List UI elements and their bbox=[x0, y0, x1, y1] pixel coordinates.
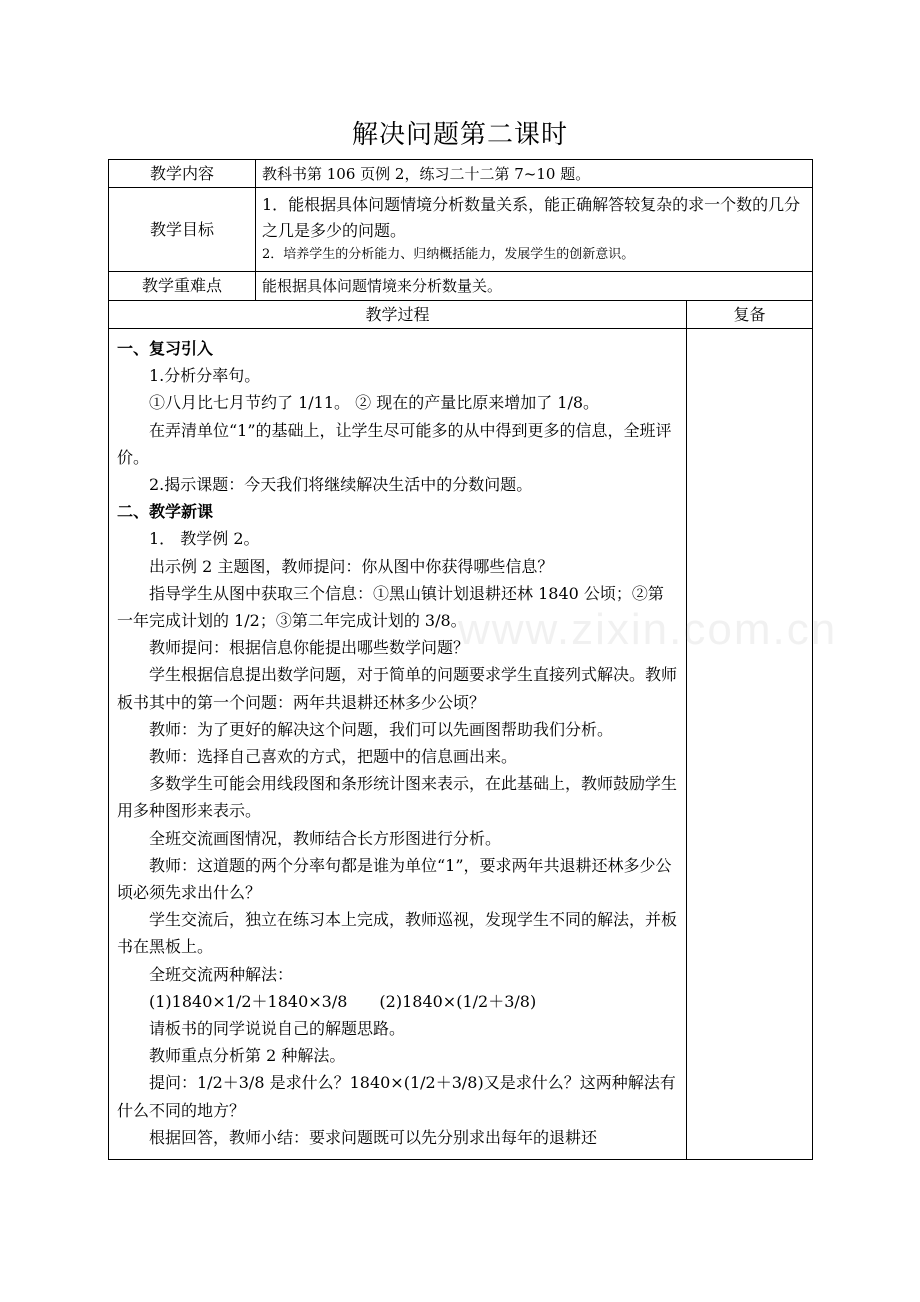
header-review: 复备 bbox=[687, 301, 813, 329]
process-paragraph: 教师：这道题的两个分率句都是谁为单位“1”，要求两年共退耕还林多少公顷必须先求出什么？ bbox=[117, 855, 672, 903]
page-title: 解决问题第二课时 bbox=[351, 120, 568, 150]
process-paragraph: ①八月比七月节约了 1/11。 ② 现在的产量比原来增加了 1/8。 bbox=[149, 393, 600, 413]
formula-line: (1)1840×1/2＋1840×3/8 (2)1840×(1/2＋3/8) bbox=[149, 991, 537, 1011]
process-paragraph: 提问：1/2＋3/8 是求什么？1840×(1/2＋3/8)又是求什么？这两种解法有什么不同的地方？ bbox=[117, 1073, 676, 1120]
review-cell bbox=[687, 329, 813, 1160]
process-paragraph: 请板书的同学说说自己的解题思路。 bbox=[149, 1019, 406, 1039]
process-paragraph: 在弄清单位“1”的基础上，让学生尽可能多的从中得到更多的信息，全班评价。 bbox=[117, 420, 672, 467]
process-paragraph: 教师提问：根据信息你能提出哪些数学问题？ bbox=[149, 638, 470, 658]
lesson-plan-table bbox=[108, 159, 813, 1160]
process-paragraph: 教师重点分析第 2 种解法。 bbox=[149, 1046, 346, 1066]
row-key-points bbox=[109, 272, 813, 301]
process-paragraph: 多数学生可能会用线段图和条形统计图来表示，在此基础上，教师鼓励学生用多种图形来表示。 bbox=[117, 774, 678, 821]
process-paragraph: 学生交流后，独立在练习本上完成，教师巡视，发现学生不同的解法，并板书在黑板上。 bbox=[117, 910, 678, 957]
watermark: www.zixin.com.cn bbox=[458, 605, 838, 654]
row-process-header bbox=[109, 301, 813, 329]
process-paragraph: 出示例 2 主题图，教师提问：你从图中你获得哪些信息？ bbox=[149, 556, 554, 576]
row-goals bbox=[109, 188, 813, 272]
header-process: 教学过程 bbox=[109, 301, 687, 329]
row-content bbox=[109, 160, 813, 188]
process-paragraph: 根据回答，教师小结：要求问题既可以先分别求出每年的退耕还 bbox=[149, 1127, 598, 1147]
goal-item-1: 1．能根据具体问题情境分析数量关系，能正确解答较复杂的求一个数的几分之几是多少的问题。 bbox=[262, 195, 801, 240]
process-paragraph: 全班交流两种解法： bbox=[149, 964, 294, 984]
section-heading: 二、教学新课 bbox=[117, 502, 214, 522]
process-paragraph: 教师：选择自己喜欢的方式，把题中的信息画出来。 bbox=[149, 747, 518, 767]
process-paragraph: 1． 教学例 2。 bbox=[149, 529, 260, 549]
value-content: 教科书第 106 页例 2，练习二十二第 7~10 题。 bbox=[256, 160, 813, 188]
process-paragraph: 指导学生从图中获取三个信息：①黑山镇计划退耕还林 1840 公顷；②第一年完成计划的 1/2；③第二年完成计划的 3/8。 bbox=[117, 583, 664, 631]
process-paragraph: 1.分析分率句。 bbox=[149, 366, 261, 386]
process-cell bbox=[109, 329, 687, 1160]
process-paragraph: 全班交流画图情况，教师结合长方形图进行分析。 bbox=[149, 828, 502, 848]
section-heading: 一、复习引入 bbox=[117, 339, 214, 358]
goal-item-2: 2．培养学生的分析能力、归纳概括能力，发展学生的创新意识。 bbox=[262, 247, 635, 262]
label-key-points: 教学重难点 bbox=[109, 272, 256, 301]
process-paragraph: 2.揭示课题：今天我们将继续解决生活中的分数问题。 bbox=[149, 475, 533, 495]
process-paragraph: 教师：为了更好的解决这个问题，我们可以先画图帮助我们分析。 bbox=[149, 719, 614, 739]
value-goals bbox=[256, 188, 813, 272]
label-goals: 教学目标 bbox=[109, 188, 256, 272]
value-key-points: 能根据具体问题情境来分析数量关。 bbox=[256, 272, 813, 301]
label-content: 教学内容 bbox=[109, 160, 256, 188]
process-paragraph: 学生根据信息提出数学问题，对于简单的问题要求学生直接列式解决。教师板书其中的第一个问题：两年共退耕还林多少公顷？ bbox=[117, 665, 678, 712]
row-process bbox=[109, 329, 813, 1160]
